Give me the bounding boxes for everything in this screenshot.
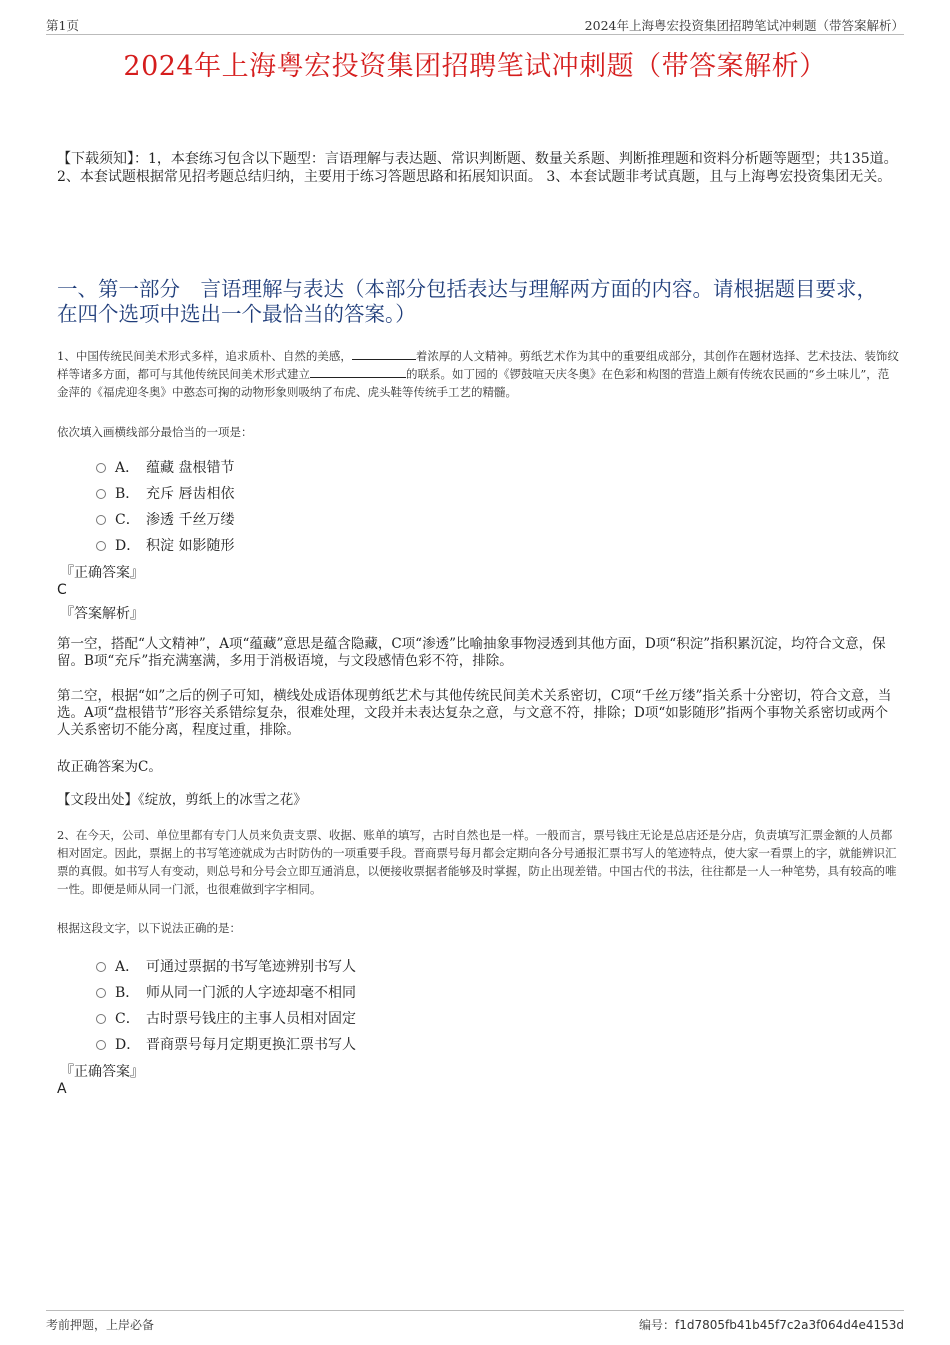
page-number: 第1页 — [46, 18, 79, 33]
q2-option-c[interactable]: C． 古时票号钱庄的主事人员相对固定 — [96, 1008, 356, 1028]
q1-analysis-paragraph-2: 第二空，根据“如”之后的例子可知，横线处成语体现剪纸艺术与其他传统民间美术关系密切，C项“千丝万缕”指关系十分密切，符合文意，当选。A项“盘根错节”形容关系错综复杂，很难处理，文段并未表达复杂之意，与文意不符，排除；D项“如影随形”指两个事物关系密切或两个人关系密切不能分离，程度过重，排除。 — [57, 688, 892, 738]
q2-option-a[interactable]: A． 可通过票据的书写笔迹辨别书写人 — [96, 956, 356, 976]
page-footer — [46, 1310, 904, 1332]
fill-blank-2 — [310, 365, 406, 378]
fill-blank-1 — [352, 347, 416, 360]
q1-analysis-paragraph-1: 第一空，搭配“人文精神”，A项“蕴藏”意思是蕴含隐藏，C项“渗透”比喻抽象事物浸透到其他方面，D项“积淀”指积累沉淀，均符合文意，保留。B项“充斥”指充满塞满，多用于消极语境，与文段感情色彩不符，排除。 — [57, 636, 886, 669]
q2-option-d[interactable]: D． 晋商票号每月定期更换汇票书写人 — [96, 1034, 356, 1054]
radio-icon[interactable] — [96, 515, 106, 525]
document-title: 2024年上海粤宏投资集团招聘笔试冲刺题（带答案解析） — [123, 51, 827, 82]
q1-answer-label: 『正确答案』 — [60, 565, 144, 581]
q1-option-b[interactable]: B． 充斥 唇齿相依 — [96, 483, 234, 503]
question-2-text: 2、在今天，公司、单位里都有专门人员来负责支票、收据、账单的填写，古时自然也是一样。一般而言，票号钱庄无论是总店还是分店，负责填写汇票金额的人员都相对固定。因此，票据上的书写笔迹就成为古时防伪的一项重要手段。晋商票号每月都会定期向各分号通报汇票书写人的笔迹特点，使大家一看票上的字，就能辨识汇票的真假。如书写人有变动，则总号和分号会立即互通消息，以便接收票据者能够及时掌握，防止出现差错。中国古代的书法，往往都是一人一种笔势，具有较高的唯一性。即便是师从同一门派，也很难做到字字相同。 — [57, 828, 897, 896]
radio-icon[interactable] — [96, 962, 106, 972]
radio-icon[interactable] — [96, 541, 106, 551]
q1-option-a[interactable]: A． 蕴藏 盘根错节 — [96, 457, 234, 477]
question-1-prompt: 依次填入画横线部分最恰当的一项是： — [57, 425, 253, 439]
q2-option-b[interactable]: B． 师从同一门派的人字迹却毫不相同 — [96, 982, 356, 1002]
q1-option-d[interactable]: D． 积淀 如影随形 — [96, 535, 234, 555]
footer-slogan: 考前押题，上岸必备 — [46, 1318, 155, 1332]
radio-icon[interactable] — [96, 1040, 106, 1050]
q2-answer: A — [57, 1081, 67, 1097]
q1-answer: C — [57, 582, 67, 598]
q1-analysis-conclusion: 故正确答案为C。 — [57, 759, 162, 775]
download-notice: 【下载须知】：1，本套练习包含以下题型：言语理解与表达题、常识判断题、数量关系题、判断推理题和资料分析题等题型；共135道。 2、本套试题根据常见招考题总结归纳，主要用于练习答题思路和拓展知识面。 3、本套试题非考试真题，且与上海粤宏投资集团无关。 — [57, 151, 898, 185]
q1-analysis-label: 『答案解析』 — [60, 606, 144, 622]
q1-source: 【文段出处】《绽放，剪纸上的冰雪之花》 — [57, 792, 307, 808]
page-header — [46, 14, 904, 35]
radio-icon[interactable] — [96, 1014, 106, 1024]
question-2-prompt: 根据这段文字，以下说法正确的是： — [57, 921, 241, 935]
q1-option-c[interactable]: C． 渗透 千丝万缕 — [96, 509, 234, 529]
radio-icon[interactable] — [96, 489, 106, 499]
question-1-text: 1、中国传统民间美术形式多样，追求质朴、自然的美感， 着浓厚的人文精神。剪纸艺术作为其中的重要组成部分，其创作在题材选择、艺术技法、装饰纹样等诸多方面，都可与其他传统民间美术形式建立 的联系。如丁园的《锣鼓喧天庆冬奥》在色彩和构图的营造上颇有传统农民画的“乡土味儿”，范金萍的《福虎迎冬奥》中憨态可掬的动物形象则吸纳了布虎、虎头鞋等传统手工艺的精髓。 — [57, 349, 899, 399]
footer-code: 编号：f1d7805fb41b45f7c2a3f064d4e4153d — [638, 1318, 904, 1332]
q2-answer-label: 『正确答案』 — [60, 1064, 144, 1080]
radio-icon[interactable] — [96, 988, 106, 998]
section-heading: 一、第一部分 言语理解与表达（本部分包括表达与理解两方面的内容。请根据题目要求，在四个选项中选出一个最恰当的答案。） — [57, 277, 877, 326]
radio-icon[interactable] — [96, 463, 106, 473]
header-doc-title: 2024年上海粤宏投资集团招聘笔试冲刺题（带答案解析） — [584, 18, 904, 33]
